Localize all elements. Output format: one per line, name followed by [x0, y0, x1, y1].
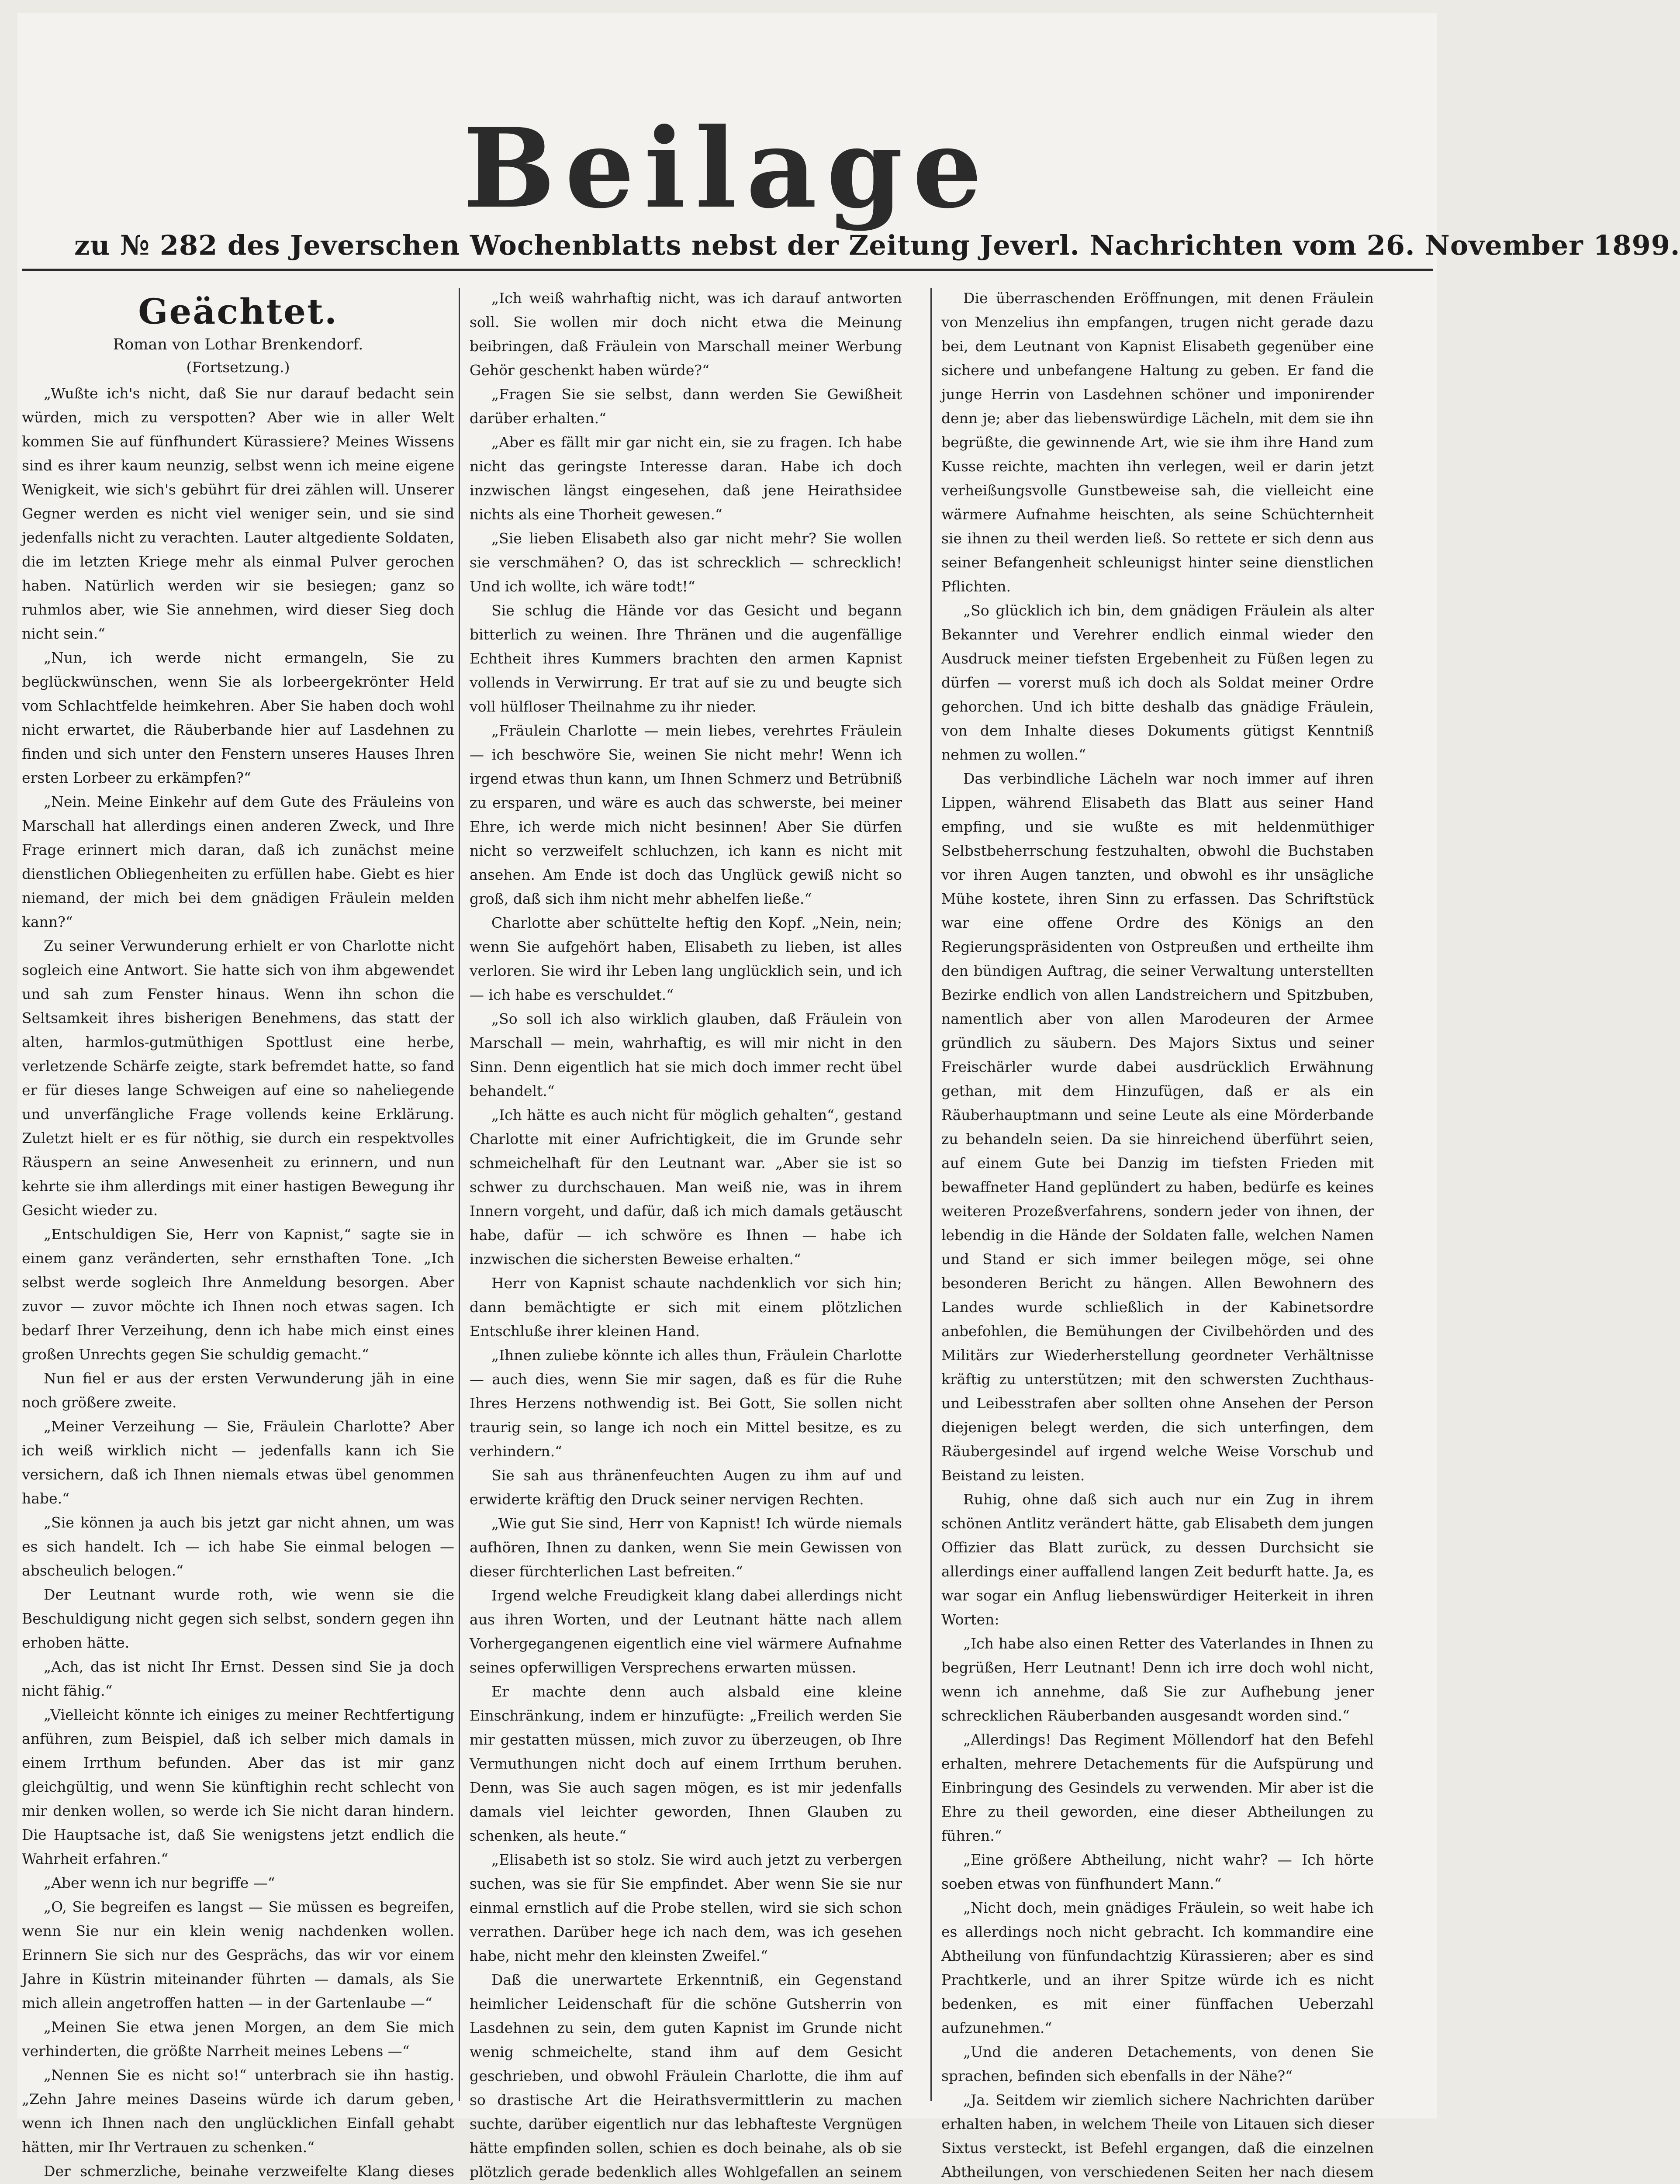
column-rule-2: [930, 288, 932, 2101]
paragraph: „Ich habe also einen Retter des Vaterlandes in Ihnen zu begrüßen, Herr Leutnant! Denn ich irre doch wohl nicht, wenn ich annehme, daß Sie zur Aufhebung jener schrecklichen Räuberbanden ausgesandt worden sind.“: [941, 1635, 1374, 1724]
paragraph: „Nun, ich werde nicht ermangeln, Sie zu beglückwünschen, wenn Sie als lorbeergekrönter Held vom Schlachtfelde heimkehren. Aber Sie haben doch wohl nicht erwartet, die Räuberbande hier auf Lasdehnen zu finden und sich unter den Fenstern unseres Hauses Ihren ersten Lorbeer zu erkämpfen?“: [22, 649, 454, 786]
paragraph: „Aber es fällt mir gar nicht ein, sie zu fragen. Ich habe nicht das geringste Interesse daran. Habe ich doch inzwischen längst eingesehen, daß jene Heirathsidee nichts als eine Thorheit gewesen.“: [470, 434, 902, 523]
paragraph: Charlotte aber schüttelte heftig den Kopf. „Nein, nein; wenn Sie aufgehört haben, Elisabeth zu lieben, ist alles verloren. Sie wird ihr Leben lang unglücklich sein, und ich — ich habe es verschuldet.“: [470, 914, 902, 1003]
paragraph: „Eine größere Abtheilung, nicht wahr? — Ich hörte soeben etwas von fünfhundert Mann.“: [941, 1851, 1374, 1892]
paragraph: Sie schlug die Hände vor das Gesicht und begann bitterlich zu weinen. Ihre Thränen und die augenfällige Echtheit ihres Kummers brachten den armen Kapnist vollends in Verwirrung. Er trat auf sie zu und beugte sich voll hülfloser Theilnahme zu ihr nieder.: [470, 602, 902, 715]
paragraph: „So glücklich ich bin, dem gnädigen Fräulein als alter Bekannter und Verehrer endlich einmal wieder den Ausdruck meiner tiefsten Ergebenheit zu Füßen legen zu dürfen — vorerst muß ich doch als Soldat meiner Ordre gehorchen. Und ich bitte deshalb das gnädige Fräulein, von dem Inhalte dieses Dokuments gütigst Kenntniß nehmen zu wollen.“: [941, 602, 1374, 763]
paragraph: „Wußte ich's nicht, daß Sie nur darauf bedacht sein würden, mich zu verspotten? Aber wie in aller Welt kommen Sie auf fünfhundert Kürassiere? Meines Wissens sind es ihrer kaum neunzig, selbst wenn ich meine eigene Wenigkeit, wie sich's gebührt für drei zählen will. Unserer Gegner werden es nicht viel weniger sein, und sie sind jedenfalls nicht zu verachten. Lauter altgediente Soldaten, die im letzten Kriege mehr als einmal Pulver gerochen haben. Natürlich werden wir sie besiegen; ganz so ruhmlos aber, wie Sie annehmen, wird dieser Sieg doch nicht sein.“: [22, 385, 454, 642]
column-3: [941, 286, 1374, 2181]
paragraph: Das verbindliche Lächeln war noch immer auf ihren Lippen, während Elisabeth das Blatt aus seiner Hand empfing, und sie wußte es mit heldenmüthiger Selbstbeherrschung festzuhalten, obwohl die Buchstaben vor ihren Augen tanzten, und obwohl es ihr unsägliche Mühe kostete, ihren Sinn zu erfassen. Das Schriftstück war eine offene Ordre des Königs an den Regierungspräsidenten von Ostpreußen und ertheilte ihm den bündigen Auftrag, die seiner Verwaltung unterstellten Bezirke endlich von allen Landstreichern und Spitzbuben, namentlich aber von allen Marodeuren der Armee gründlich zu säubern. Des Majors Sixtus und seiner Freischärler wurde dabei ausdrücklich Erwähnung gethan, mit dem Hinzufügen, daß er als ein Räuberhauptmann und seine Leute als eine Mörderbande zu behandeln seien. Da sie hinreichend überführt seien, auf einem Gute bei Danzig im tiefsten Frieden mit bewaffneter Hand geplündert zu haben, bedürfe es keines weiteren Prozeßverfahrens, sondern jeder von ihnen, der lebendig in die Hände der Soldaten falle, welchen Namen und Stand er sich immer beilegen möge, sei ohne besonderen Bericht zu hängen. Allen Bewohnern des Landes wurde schließlich in der Kabinetsordre anbefohlen, die Bemühungen der Civilbehörden und des Militärs zur Wiederherstellung geordneter Verhältnisse kräftig zu unterstützen; mit den schwersten Zuchthaus- und Leibesstrafen aber sollten ohne Ansehen der Person diejenigen belegt werden, die sich unterfingen, dem Räubergesindel auf irgend welche Weise Vorschub und Beistand zu leisten.: [941, 770, 1374, 1484]
paragraph: Die überraschenden Eröffnungen, mit denen Fräulein von Menzelius ihn empfangen, trugen nicht gerade dazu bei, dem Leutnant von Kapnist Elisabeth gegenüber eine sichere und unbefangene Haltung zu geben. Er fand die junge Herrin von Lasdehnen schöner und imponirender denn je; aber das liebenswürdige Lächeln, mit dem sie ihn begrüßte, die gewinnende Art, wie sie ihm ihre Hand zum Kusse reichte, machten ihn verlegen, weil er darin jetzt verheißungsvolle Gunstbeweise sah, die vielleicht eine wärmere Aufnahme heischten, als seine Schüchternheit sie ihnen zu theil werden ließ. So rettete er sich denn aus seiner Befangenheit schleunigst hinter seine dienstlichen Pflichten.: [941, 290, 1374, 595]
paragraph: „Und die anderen Detachements, von denen Sie sprachen, befinden sich ebenfalls in der Nähe?“: [941, 2043, 1374, 2084]
paragraph: Nun fiel er aus der ersten Verwunderung jäh in eine noch größere zweite.: [22, 1370, 454, 1411]
paragraph: „Meiner Verzeihung — Sie, Fräulein Charlotte? Aber ich weiß wirklich nicht — jedenfalls kann ich Sie versichern, daß ich Ihnen niemals etwas übel genommen habe.“: [22, 1418, 454, 1507]
paragraph: „Aber wenn ich nur begriffe —“: [44, 1874, 275, 1891]
column-3-text: [941, 286, 1374, 2184]
paragraph: „Ich weiß wahrhaftig nicht, was ich darauf antworten soll. Sie wollen mir doch nicht etwa die Meinung beibringen, daß Fräulein von Marschall meiner Werbung Gehör geschenkt haben würde?“: [470, 290, 902, 379]
paragraph: „Sie lieben Elisabeth also gar nicht mehr? Sie wollen sie verschmähen? O, das ist schrecklich — schrecklich! Und ich wollte, ich wäre todt!“: [470, 530, 902, 595]
paragraph: Ruhig, ohne daß sich auch nur ein Zug in ihrem schönen Antlitz verändert hätte, gab Elisabeth dem jungen Offizier das Blatt zurück, zu dessen Durchsicht sie allerdings einer auffallend langen Zeit bedurft hatte. Ja, es war sogar ein Anflug liebenswürdiger Heiterkeit in ihren Worten:: [941, 1491, 1374, 1628]
paragraph: Sie sah aus thränenfeuchten Augen zu ihm auf und erwiderte kräftig den Druck seiner nervigen Rechten.: [470, 1467, 902, 1508]
header-rule: [22, 269, 1433, 271]
paragraph: „Fräulein Charlotte — mein liebes, verehrtes Fräulein — ich beschwöre Sie, weinen Sie nicht mehr! Wenn ich irgend etwas thun kann, um Ihnen Schmerz und Betrübniß zu ersparen, und wäre es auch das schwerste, bei meiner Ehre, ich werde mich nicht besinnen! Aber Sie dürfen nicht so verzweifelt schluchzen, ich kann es nicht mit ansehen. Am Ende ist doch das Unglück gewiß nicht so groß, daß sich ihm nicht mehr abhelfen ließe.“: [470, 722, 902, 907]
paragraph: „Vielleicht könnte ich einiges zu meiner Rechtfertigung anführen, zum Beispiel, daß ich selber mich damals in einem Irrthum befunden. Aber das ist mir ganz gleichgültig, und wenn Sie künftighin recht schlecht von mir denken wollen, so werde ich Sie nicht daran hindern. Die Hauptsache ist, daß Sie wenigstens jetzt endlich die Wahrheit erfahren.“: [22, 1706, 454, 1867]
paragraph: Der Leutnant wurde roth, wie wenn sie die Beschuldigung nicht gegen sich selbst, sondern gegen ihn erhoben hätte.: [22, 1586, 454, 1651]
paragraph: „Ja. Seitdem wir ziemlich sichere Nachrichten darüber erhalten haben, in welchem Theile von Litauen sich dieser Sixtus versteckt, ist Befehl ergangen, daß die einzelnen Abtheilungen, von verschiedenen Seiten her nach diesem: [941, 2091, 1374, 2181]
paragraph: „Nein. Meine Einkehr auf dem Gute des Fräuleins von Marschall hat allerdings einen anderen Zweck, und Ihre Frage erinnert mich daran, daß ich zunächst meine dienstlichen Obliegenheiten zu erfüllen habe. Giebt es hier niemand, der mich bei dem gnädigen Fräulein melden kann?“: [22, 793, 454, 930]
paragraph: „Fragen Sie sie selbst, dann werden Sie Gewißheit darüber erhalten.“: [470, 386, 902, 427]
paragraph: „So soll ich also wirklich glauben, daß Fräulein von Marschall — mein, wahrhaftig, es will mir nicht in den Sinn. Denn eigentlich hat sie mich doch immer recht übel behandelt.“: [470, 1010, 902, 1099]
article-byline: Roman von Lothar Brenkendorf.: [113, 336, 363, 353]
column-2-text: [470, 286, 902, 2184]
paragraph: „Entschuldigen Sie, Herr von Kapnist,“ sagte sie in einem ganz veränderten, sehr ernsthaften Tone. „Ich selbst werde sogleich Ihre Anmeldung besorgen. Aber zuvor — zuvor möchte ich Ihnen noch etwas sagen. Ich bedarf Ihrer Verzeihung, denn ich habe mich einst eines großen Unrechts gegen Sie schuldig gemacht.“: [22, 1226, 454, 1363]
paragraph: Daß die unerwartete Erkenntniß, ein Gegenstand heimlicher Leidenschaft für die schöne Gutsherrin von Lasdehnen zu sein, dem guten Kapnist im Grunde nicht wenig schmeichelte, stand ihm auf dem Gesicht geschrieben, und obwohl Fräulein Charlotte, die ihm auf so drastische Art die Heirathsvermittlerin zu machen suchte, darüber eigentlich nur das lebhafteste Vergnügen hätte empfinden sollen, schien es doch beinahe, als ob sie plötzlich gerade bedenklich alles Wohlgefallen an seinem: [470, 1971, 902, 2181]
paragraph: Zu seiner Verwunderung erhielt er von Charlotte nicht sogleich eine Antwort. Sie hatte sich von ihm abgewendet und sah zum Fenster hinaus. Wenn ihn schon die Seltsamkeit ihres bisherigen Benehmens, das statt der alten, harmlos-gutmüthigen Spottlust eine herbe, verletzende Schärfe zeigte, stark befremdet hatte, so fand er für dieses lange Schweigen auf eine so naheliegende und unverfängliche Frage vollends keine Erklärung. Zuletzt hielt er es für nöthig, sie durch ein respektvolles Räuspern an seine Anwesenheit zu erinnern, und nun kehrte sie ihm allerdings mit einer hastigen Bewegung ihr Gesicht wieder zu.: [22, 937, 454, 1219]
paragraph: „Ihnen zuliebe könnte ich alles thun, Fräulein Charlotte — auch dies, wenn Sie mir sagen, daß es für die Ruhe Ihres Herzens nothwendig ist. Bei Gott, Sie sollen nicht traurig sein, so lange ich noch ein Mittel besitze, es zu verhindern.“: [470, 1347, 902, 1460]
paragraph: „Ach, das ist nicht Ihr Ernst. Dessen sind Sie ja doch nicht fähig.“: [22, 1658, 454, 1699]
paragraph: „O, Sie begreifen es langst — Sie müssen es begreifen, wenn Sie nur ein klein wenig nachdenken wollen. Erinnern Sie sich nur des Gesprächs, das wir vor einem Jahre in Küstrin miteinander führten — damals, als Sie mich allein angetroffen hatten — in der Gartenlaube —“: [22, 1898, 454, 2011]
paragraph: „Meinen Sie etwa jenen Morgen, an dem Sie mich verhinderten, die größte Narrheit meines Lebens —“: [22, 2018, 454, 2060]
paragraph: Der schmerzliche, beinahe verzweifelte Klang dieses: [44, 2163, 454, 2180]
paragraph: Herr von Kapnist schaute nachdenklich vor sich hin; dann bemächtigte er sich mit einem plötzlichen Entschluße ihrer kleinen Hand.: [470, 1275, 902, 1340]
paragraph: „Allerdings! Das Regiment Möllendorf hat den Befehl erhalten, mehrere Detachements für die Aufspürung und Einbringung des Gesindels zu verwenden. Mir aber ist die Ehre zu theil geworden, eine dieser Abtheilungen zu führen.“: [941, 1731, 1374, 1844]
paragraph: „Nicht doch, mein gnädiges Fräulein, so weit habe ich es allerdings noch nicht gebracht. Ich kommandire eine Abtheilung von fünfundachtzig Kürassieren; aber es sind Prachtkerle, und an ihrer Spitze würde ich es nicht bedenken, es mit einer fünffachen Ueberzahl aufzunehmen.“: [941, 1899, 1374, 2036]
paragraph: „Nennen Sie es nicht so!“ unterbrach sie ihn hastig. „Zehn Jahre meines Daseins würde ich darum geben, wenn ich Ihnen nach den unglücklichen Einfall gehabt hätten, mir Ihr Vertrauen zu schenken.“: [22, 2067, 454, 2156]
article-title: Geächtet.: [138, 291, 338, 332]
paragraph: „Sie können ja auch bis jetzt gar nicht ahnen, um was es sich handelt. Ich — ich habe Sie einmal belogen — abscheulich belogen.“: [22, 1514, 454, 1579]
paragraph: „Wie gut Sie sind, Herr von Kapnist! Ich würde niemals aufhören, Ihnen zu danken, wenn Sie mein Gewissen von dieser fürchterlichen Last befreiten.“: [470, 1515, 902, 1580]
newspaper-page: [17, 13, 1680, 2181]
paragraph: „Elisabeth ist so stolz. Sie wird auch jetzt zu verbergen suchen, was sie für Sie empfindet. Aber wenn Sie sie nur einmal ernstlich auf die Probe stellen, wird sie sich schon verrathen. Darüber hege ich nach dem, was ich gesehen habe, nicht mehr den kleinsten Zweifel.“: [470, 1851, 902, 1964]
column-rule-1: [459, 288, 460, 2101]
paragraph: „Ich hätte es auch nicht für möglich gehalten“, gestand Charlotte mit einer Aufrichtigkeit, die im Grunde sehr schmeichelhaft für den Leutnant war. „Aber sie ist so schwer zu durchschauen. Man weiß nie, was in ihrem Innern vorgeht, und dafür, daß ich mich damals getäuscht habe, dafür — ich schwöre es Ihnen — habe ich inzwischen die sichersten Beweise erhalten.“: [470, 1106, 902, 1268]
column-1-text: [22, 381, 454, 2184]
column-2: [470, 286, 902, 2181]
column-1: [22, 286, 454, 2180]
paragraph: Er machte denn auch alsbald eine kleine Einschränkung, indem er hinzufügte: „Freilich werden Sie mir gestatten müssen, mich zuvor zu überzeugen, ob Ihre Vermuthungen nicht doch auf einem Irrthum beruhen. Denn, was Sie auch sagen mögen, es ist mir jedenfalls damals viel leichter geworden, Ihnen Glauben zu schenken, als heute.“: [470, 1683, 902, 1844]
paragraph: Irgend welche Freudigkeit klang dabei allerdings nicht aus ihren Worten, und der Leutnant hätte nach allem Vorhergegangenen eigentlich eine viel wärmere Aufnahme seines opferwilligen Versprechens erwarten müssen.: [470, 1587, 902, 1676]
continued-note: (Fortsetzung.): [186, 359, 290, 376]
issue-line: zu № 282 des Jeverschen Wochenblatts nebst der Zeitung Jeverl. Nachrichten vom 26. November 1899.: [74, 229, 1680, 261]
masthead-title: Beilage: [463, 104, 992, 232]
